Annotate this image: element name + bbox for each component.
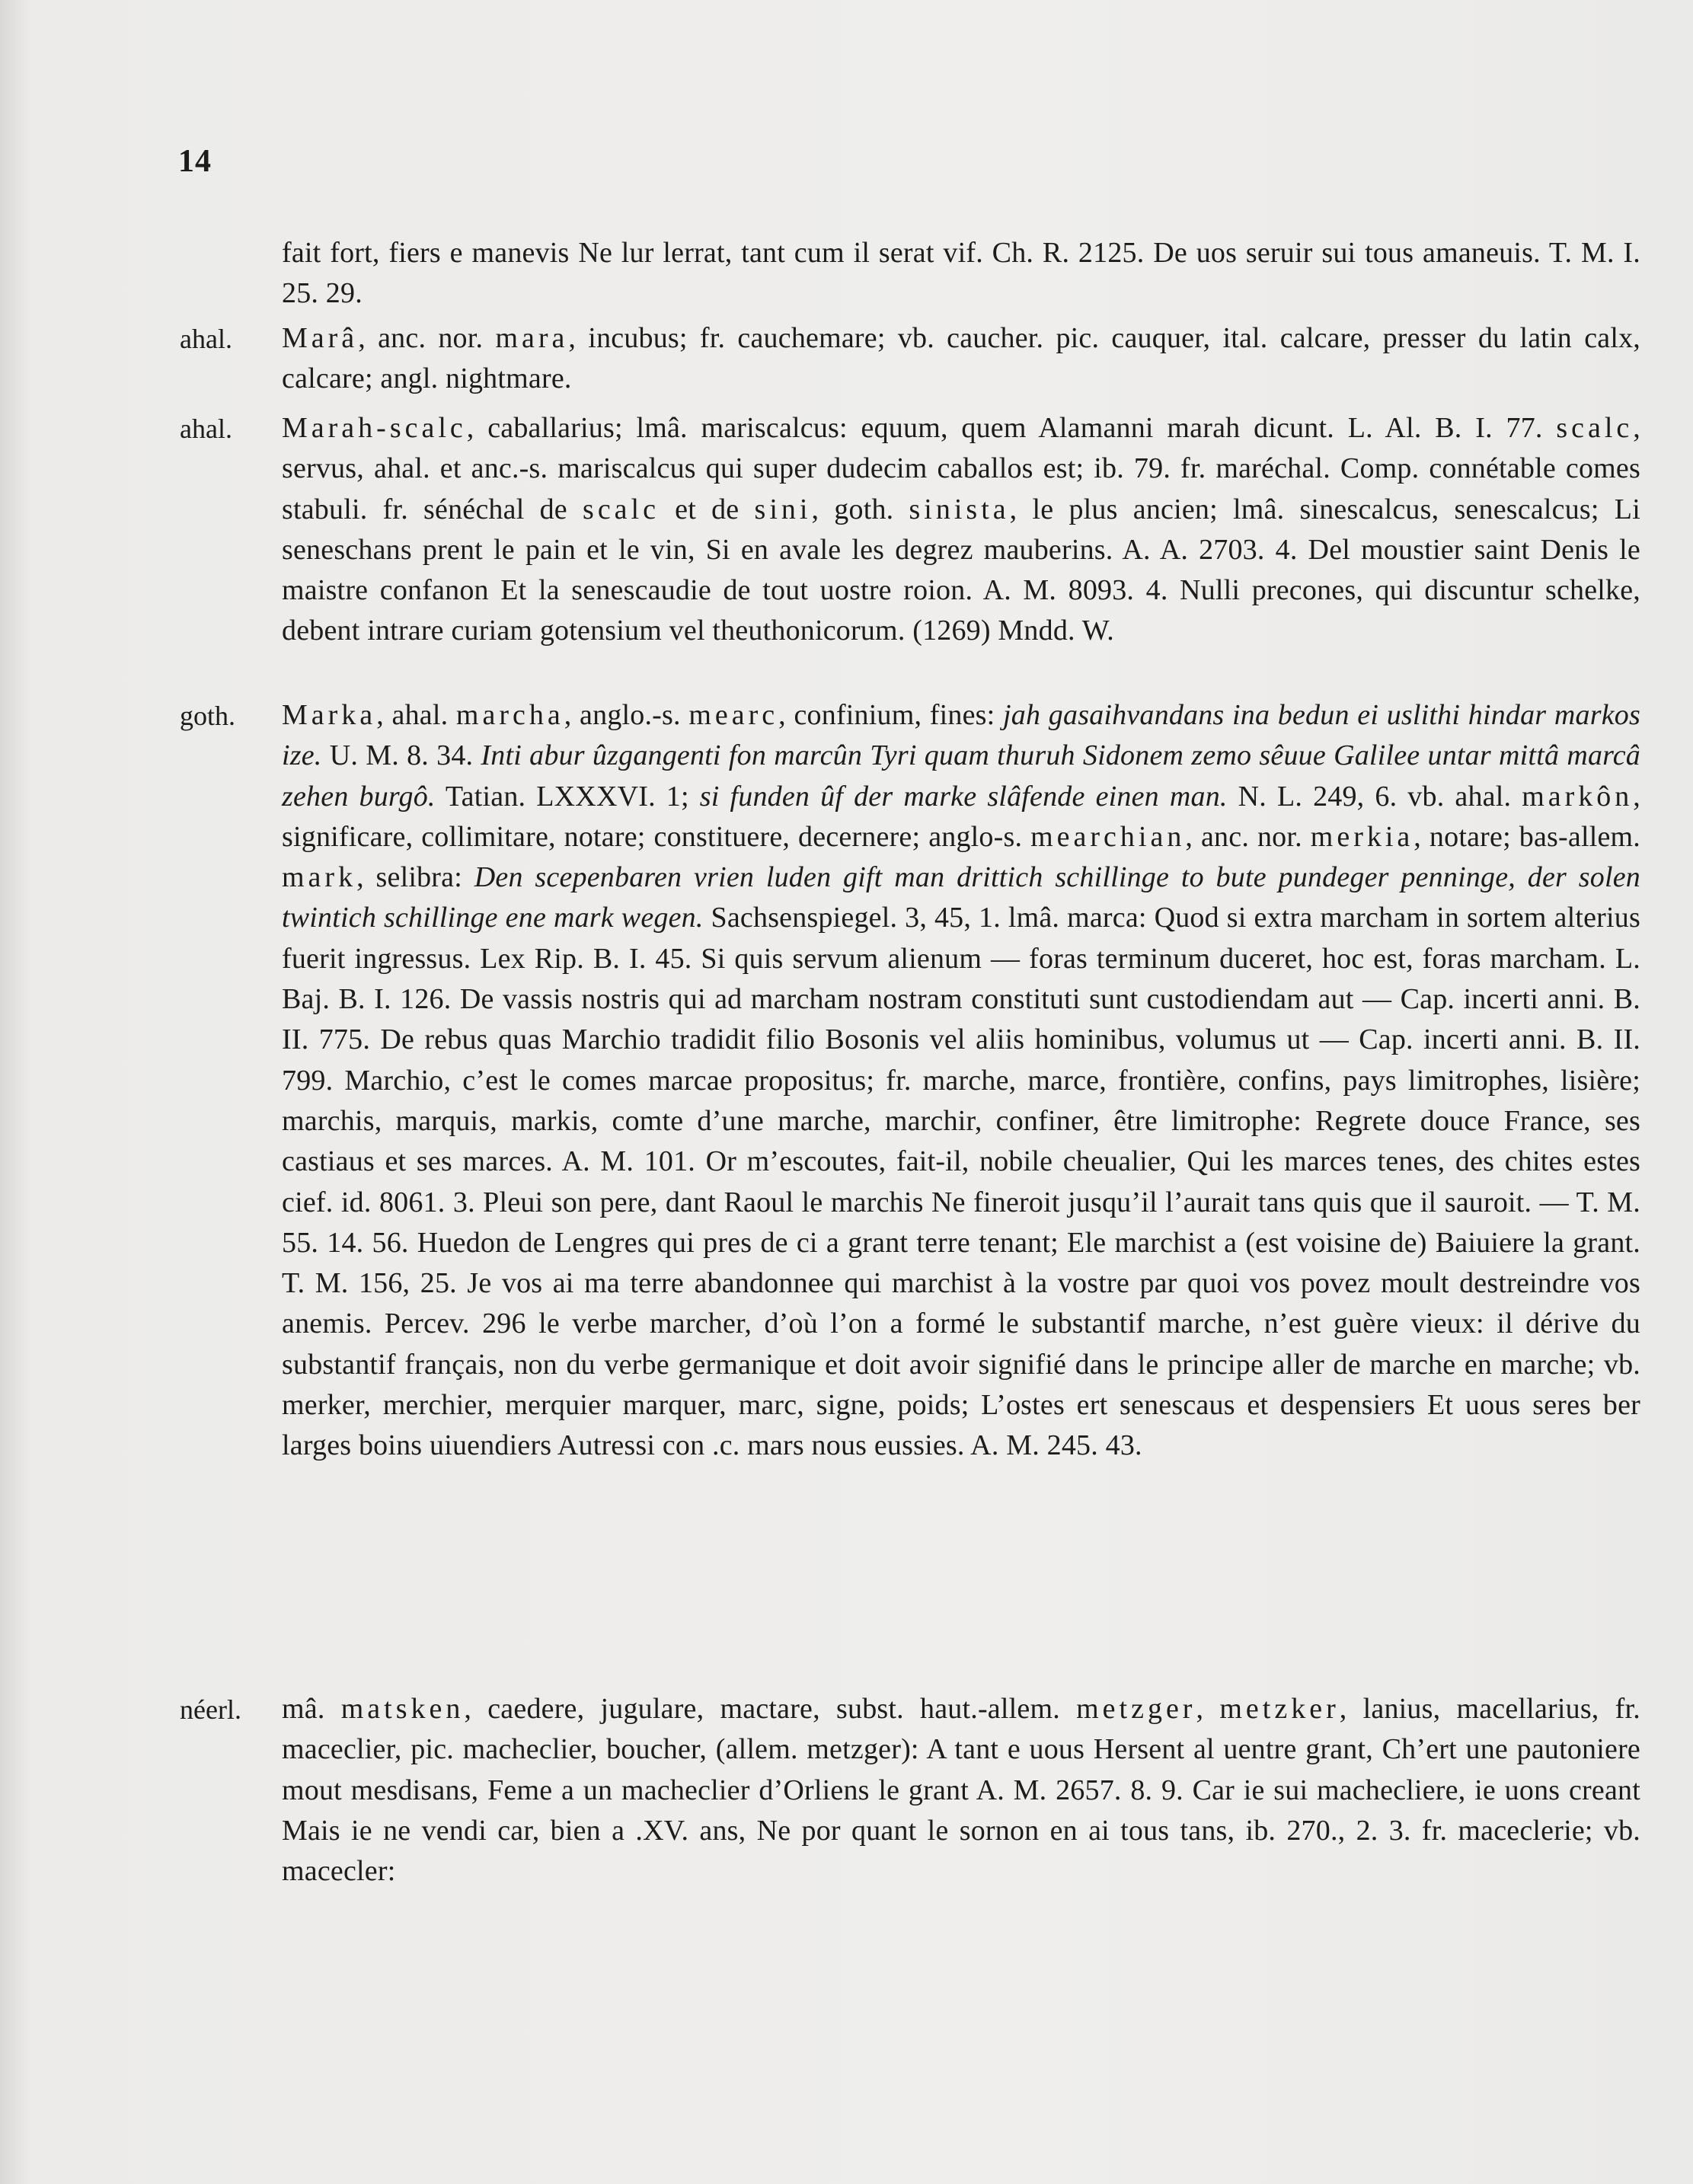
headword: scalc <box>1556 412 1634 444</box>
headword: matsken <box>340 1693 465 1725</box>
entry-segment: , ahal. <box>376 699 456 731</box>
entry-language: néerl. <box>180 1694 241 1725</box>
citation-italic: Den scepenbaren vrien luden gift man drittich schillinge to bute pundeger penninge, der solen twintich schillinge ene mark wegen. <box>282 861 1640 934</box>
entry-segment: , caballarius; lmâ. mariscalcus: equum, quem Alamanni marah dicunt. L. Al. B. I. 77. <box>466 412 1557 444</box>
entry-segment: et de <box>659 493 755 525</box>
page-number: 14 <box>178 144 212 179</box>
entry-segment: , selibra: <box>356 861 474 894</box>
entry-text <box>282 1689 1640 1892</box>
citation-italic: si funden ûf der marke slâfende einen man. <box>699 780 1228 813</box>
headword: sinista <box>909 493 1010 525</box>
entry-text <box>282 233 1640 315</box>
entry-segment: , significare, collimitare, notare; constituere, decernere; anglo-s. <box>282 780 1640 853</box>
entry-segment: , <box>1196 1693 1220 1725</box>
headword: mearc <box>688 699 779 731</box>
entry-segment: , anc. nor. <box>1185 820 1311 853</box>
citation-italic: jah gasaihvandans ina bedun ei uslithi hindar markos ize. <box>282 699 1640 772</box>
entry-text <box>282 408 1640 652</box>
headword: markôn <box>1522 780 1634 813</box>
headword: merkia <box>1310 820 1414 853</box>
entry-segment: , lanius, macellarius, fr. maceclier, pic. macheclier, boucher, (allem. metzger): A tant e uous Hersent al uentre grant, Ch’ert une pautoniere mout mesdisans, Feme a un macheclier d’Orliens le grant A. M. 2657. 8. 9. Car ie sui machecliere, ie uons creant Mais ie ne vendi car, bien a .XV. ans, Ne por quant le sornon en ai tous tans, ib. 270., 2. 3. fr. maceclerie; vb. macecler: <box>282 1693 1640 1888</box>
entry-language: ahal. <box>180 413 232 444</box>
citation-italic: Inti abur ûzgangenti fon marcûn Tyri quam thuruh Sidonem zemo sêuue Galilee untar mittâ marcâ zehen burgô. <box>282 739 1641 813</box>
entry-segment: mâ. <box>282 1693 341 1725</box>
headword: mara <box>495 322 569 354</box>
entry-segment: Tatian. LXXXVI. 1; <box>435 780 700 813</box>
headword: metzker <box>1219 1693 1340 1725</box>
entry-segment: , servus, ahal. et anc.-s. mariscalcus qui super dudecim caballos est; ib. 79. fr. maréchal. Comp. connétable comes stabuli. fr. sénéchal de <box>282 412 1640 525</box>
entry-segment: Sachsenspiegel. 3, 45, 1. lmâ. marca: Quod si extra marcham in sortem alterius fuerit ingressus. Lex Rip. B. I. 45. Si quis servum alienum — foras terminum duceret, hoc est, foras marcham. L. Baj. B. I. 126. De vassis nostris qui ad marcham nostram constituti sunt custodiendam aut — Cap. incerti anni. B. II. 775. De rebus quas Marchio tradidit filio Bosonis vel aliis hominibus, volumus ut — Cap. incerti anni. B. II. 799. Marchio, c’est le comes marcae propositus; fr. marche, marce, frontière, confins, pays limitrophes, lisière; marchis, marquis, markis, comte d’une marche, marchir, confiner, être limitrophe: Regrete douce France, ses castiaus et ses marces. A. M. 101. Or m’escoutes, fait-il, nobile cheualier, Qui les marces tenes, des chites estes cief. id. 8061. 3. Pleui son pere, dant Raoul le marchis Ne fineroit jusqu’il l’aurait tans quis que il sauroit. — T. M. 55. 14. 56. Huedon de Lengres qui pres de ci a grant terre tenant; Ele marchist a (est voisine de) Baiuiere la grant. T. M. 156, 25. Je vos ai ma terre abandonnee qui marchist à la vostre par quoi vos povez moult destreindre vos anemis. Percev. 296 le verbe marcher, d’où l’on a formé le substantif marche, n’est guère vieux: il dérive du substantif français, non du verbe germanique et doit avoir signifié dans le principe aller de marche en marche; vb. merker, merchier, merquier marquer, marc, signe, poids; L’ostes ert senescaus et despensiers Et uous seres ber larges boins uiuendiers Autressi con .c. mars nous eussies. A. M. 245. 43. <box>282 902 1640 1462</box>
entry-text <box>282 318 1640 400</box>
entry-language: goth. <box>180 701 236 731</box>
entry-segment: U. M. 8. 34. <box>321 739 481 772</box>
headword: mark <box>282 861 357 894</box>
entry-segment: , confinium, fines: <box>778 699 1004 731</box>
headword: Marka <box>282 699 377 731</box>
headword: sini <box>754 493 812 525</box>
headword: mearchian <box>1030 820 1186 853</box>
entry-segment: fait fort, fiers e manevis Ne lur lerrat, tant cum il serat vif. Ch. R. 2125. De uos seruir sui tous amaneuis. T. M. I. 25. 29. <box>282 237 1640 310</box>
entry-segment: , goth. <box>811 493 909 525</box>
headword: marcha <box>455 699 564 731</box>
entry-segment: , notare; bas-allem. <box>1413 820 1640 853</box>
headword: metzger <box>1076 1693 1196 1725</box>
entry-segment: , caedere, jugulare, mactare, subst. haut.-allem. <box>464 1693 1077 1725</box>
headword: Marâ <box>282 322 359 354</box>
entry-segment: N. L. 249, 6. vb. ahal. <box>1227 780 1522 813</box>
entry-language: ahal. <box>180 324 232 354</box>
headword: scalc <box>583 493 660 525</box>
entry-segment: , anc. nor. <box>358 322 496 354</box>
entry-segment: , anglo.-s. <box>564 699 689 731</box>
entry-segment: , incubus; fr. cauchemare; vb. caucher. pic. cauquer, ital. calcare, presser du latin calx, calcare; angl. nightmare. <box>282 322 1640 395</box>
entry-segment: , le plus ancien; lmâ. sinescalcus, senescalcus; Li seneschans prent le pain et le vin, Si en avale les degrez mauberins. A. A. 2703. 4. Del moustier saint Denis le maistre confanon Et la senescaudie de tout uostre roion. A. M. 8093. 4. Nulli precones, qui discuntur schelke, debent intrare curiam gotensium vel theuthonicorum. (1269) Mndd. W. <box>282 493 1640 647</box>
entry-text <box>282 695 1640 1467</box>
headword: Marah-scalc <box>282 412 467 444</box>
